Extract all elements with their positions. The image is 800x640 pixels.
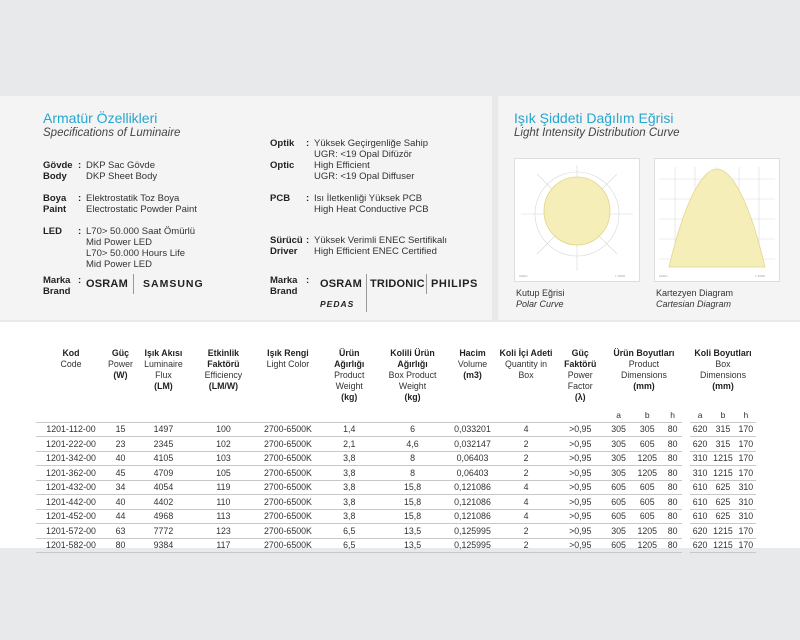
header-en: Product Dimensions — [620, 359, 667, 380]
spec-value: Elektrostatik Toz Boya Electrostatic Powder Paint — [86, 193, 197, 215]
table-cell: 1215 — [710, 466, 735, 481]
spec-colon: : — [306, 275, 310, 286]
table-cell: 305 — [606, 524, 631, 539]
polar-caption: Kutup Eğrisi — [516, 288, 565, 298]
table-cell: 13,5 — [378, 524, 448, 539]
table-cell: 4709 — [135, 466, 192, 481]
spec-colon: : — [78, 193, 82, 204]
table-cell: 1201-442-00 — [36, 495, 106, 510]
table-cell: 40 — [106, 451, 135, 466]
table-row — [36, 451, 756, 466]
table-cell: 40 — [106, 495, 135, 510]
spec-value: L70> 50.000 Saat Ömürlü Mid Power LED L70> 50.000 Hours Life Mid Power LED — [86, 226, 196, 270]
cell-gap — [682, 422, 690, 437]
table-cell: 0,121086 — [448, 480, 498, 495]
table-cell: 1201-452-00 — [36, 509, 106, 524]
column-header — [135, 348, 192, 422]
table-cell: 3,8 — [321, 480, 378, 495]
table-row — [36, 495, 756, 510]
table-cell: >0,95 — [555, 509, 606, 524]
table-cell: 15 — [106, 422, 135, 437]
product-table — [36, 348, 756, 553]
specifications-panel — [0, 96, 492, 320]
table-cell: 8 — [378, 451, 448, 466]
table-cell: 80 — [663, 480, 682, 495]
header-tr: Koli İçi Adeti — [499, 348, 553, 358]
table-cell: 0,121086 — [448, 495, 498, 510]
table-cell: 1201-362-00 — [36, 466, 106, 481]
header-en: Product Weight — [334, 370, 365, 391]
table-cell: 170 — [736, 437, 756, 452]
header-tr: Güç — [111, 348, 130, 358]
table-cell: 100 — [192, 422, 255, 437]
table-cell: 80 — [663, 422, 682, 437]
column-gap — [682, 348, 690, 422]
table-cell: 2,1 — [321, 437, 378, 452]
column-header — [106, 348, 135, 422]
table-cell: 103 — [192, 451, 255, 466]
header-en: Code — [60, 359, 82, 369]
cell-gap — [682, 466, 690, 481]
table-cell: 6,5 — [321, 524, 378, 539]
table-cell: 1201-222-00 — [36, 437, 106, 452]
polar-caption-en: Polar Curve — [516, 299, 564, 309]
table-cell: 9384 — [135, 538, 192, 553]
brand-philips: PHILIPS — [431, 278, 478, 290]
table-cell: 625 — [710, 480, 735, 495]
dimension-subheader: a — [697, 410, 703, 420]
header-tr: Ürün Boyutları — [613, 348, 675, 358]
svg-text:cd/klm: cd/klm — [659, 274, 668, 278]
column-header — [378, 348, 448, 422]
table-cell: 305 — [606, 451, 631, 466]
cell-gap — [682, 437, 690, 452]
table-cell: 605 — [631, 509, 663, 524]
cell-gap — [682, 480, 690, 495]
spec-colon: : — [306, 193, 310, 204]
table-cell: 2345 — [135, 437, 192, 452]
table-cell: 310 — [736, 495, 756, 510]
cell-gap — [682, 509, 690, 524]
header-tr: Etkinlik Faktörü — [207, 348, 240, 369]
header-tr: Hacim — [459, 348, 486, 358]
header-en: Volume — [457, 359, 488, 369]
spec-colon: : — [306, 235, 310, 246]
column-header — [606, 348, 682, 410]
table-cell: 80 — [663, 466, 682, 481]
curve-subtitle: Light Intensity Distribution Curve — [514, 127, 680, 139]
table-cell: >0,95 — [555, 437, 606, 452]
spec-subtitle: Specifications of Luminaire — [43, 127, 181, 139]
table-cell: 4105 — [135, 451, 192, 466]
column-header — [555, 348, 606, 422]
table-row — [36, 437, 756, 452]
table-cell: 2700-6500K — [255, 451, 321, 466]
table-cell: 3,8 — [321, 495, 378, 510]
table-cell: >0,95 — [555, 538, 606, 553]
table-cell: 2700-6500K — [255, 437, 321, 452]
column-header — [498, 348, 555, 422]
table-cell: 0,06403 — [448, 466, 498, 481]
header-unit: (m3) — [463, 370, 482, 380]
table-cell: 2700-6500K — [255, 495, 321, 510]
table-cell: 110 — [192, 495, 255, 510]
table-row — [36, 480, 756, 495]
polar-curve-chart — [514, 158, 640, 282]
table-cell: 4 — [498, 422, 555, 437]
table-cell: 315 — [710, 422, 735, 437]
product-table-panel — [0, 322, 800, 551]
table-cell: 625 — [710, 509, 735, 524]
table-cell: 3,8 — [321, 451, 378, 466]
curve-title: Işık Şiddeti Dağılım Eğrisi — [514, 110, 674, 126]
table-cell: 305 — [606, 466, 631, 481]
table-cell: 1205 — [631, 466, 663, 481]
spec-colon: : — [306, 138, 310, 149]
table-cell: 625 — [710, 495, 735, 510]
table-cell: 1215 — [710, 538, 735, 553]
spec-label: Sürücü Driver — [270, 235, 303, 257]
cell-gap — [682, 495, 690, 510]
table-cell: 2700-6500K — [255, 480, 321, 495]
header-tr: Işık Akısı — [144, 348, 183, 358]
spec-label: Marka Brand — [270, 275, 298, 297]
table-cell: 1215 — [710, 451, 735, 466]
brand-samsung: SAMSUNG — [143, 278, 204, 290]
table-cell: 80 — [106, 538, 135, 553]
column-header — [255, 348, 321, 422]
table-cell: 1201-112-00 — [36, 422, 106, 437]
header-tr: Ürün Ağırlığı — [334, 348, 365, 369]
spec-value: DKP Sac Gövde DKP Sheet Body — [86, 160, 158, 182]
table-cell: 15,8 — [378, 509, 448, 524]
spec-label: Marka Brand — [43, 275, 71, 297]
table-cell: 80 — [663, 437, 682, 452]
table-cell: >0,95 — [555, 524, 606, 539]
brand-divider — [133, 274, 134, 294]
brand-osram-left: OSRAM — [86, 278, 128, 290]
table-cell: 113 — [192, 509, 255, 524]
table-cell: 2700-6500K — [255, 509, 321, 524]
brand-divider — [426, 274, 427, 294]
table-cell: 1215 — [710, 524, 735, 539]
table-cell: 620 — [690, 524, 710, 539]
table-cell: 2 — [498, 466, 555, 481]
table-cell: 170 — [736, 422, 756, 437]
spec-label: Gövde Body — [43, 160, 73, 182]
table-cell: 310 — [736, 509, 756, 524]
table-cell: 3,8 — [321, 466, 378, 481]
svg-text:I: 100%: I: 100% — [755, 274, 766, 278]
table-cell: >0,95 — [555, 480, 606, 495]
table-cell: >0,95 — [555, 495, 606, 510]
table-cell: 610 — [690, 480, 710, 495]
table-cell: 1201-572-00 — [36, 524, 106, 539]
table-cell: 15,8 — [378, 495, 448, 510]
table-cell: 170 — [736, 524, 756, 539]
table-cell: 80 — [663, 538, 682, 553]
column-header — [321, 348, 378, 422]
table-row — [36, 422, 756, 437]
table-cell: 310 — [690, 451, 710, 466]
table-cell: 1205 — [631, 538, 663, 553]
table-cell: 63 — [106, 524, 135, 539]
cell-gap — [682, 451, 690, 466]
header-en: Box Product Weight — [388, 370, 437, 391]
table-cell: 2700-6500K — [255, 422, 321, 437]
polar-curve-graphic — [515, 159, 639, 281]
table-cell: 4,6 — [378, 437, 448, 452]
header-tr: Güç Faktörü — [564, 348, 597, 369]
table-cell: 123 — [192, 524, 255, 539]
header-unit: (LM) — [154, 381, 173, 391]
table-cell: 6 — [378, 422, 448, 437]
header-unit: (LM/W) — [208, 381, 239, 391]
cartesian-caption: Kartezyen Diagram — [656, 288, 734, 298]
header-unit: (W) — [113, 370, 128, 380]
table-row — [36, 524, 756, 539]
table-cell: 119 — [192, 480, 255, 495]
table-cell: 4054 — [135, 480, 192, 495]
table-cell: 1201-342-00 — [36, 451, 106, 466]
table-cell: 605 — [631, 437, 663, 452]
svg-text:I: 100%: I: 100% — [615, 274, 626, 278]
table-cell: 80 — [663, 509, 682, 524]
spec-label: PCB — [270, 193, 291, 204]
table-cell: 1497 — [135, 422, 192, 437]
spec-title: Armatür Özellikleri — [43, 110, 158, 126]
table-cell: 620 — [690, 437, 710, 452]
intensity-curve-panel — [498, 96, 800, 320]
column-header — [448, 348, 498, 422]
header-en: Power Factor — [567, 370, 593, 391]
brand-divider — [366, 294, 367, 312]
table-cell: 44 — [106, 509, 135, 524]
table-cell: 4402 — [135, 495, 192, 510]
table-cell: 0,125995 — [448, 524, 498, 539]
table-cell: 0,121086 — [448, 509, 498, 524]
table-cell: 305 — [606, 437, 631, 452]
table-cell: 102 — [192, 437, 255, 452]
table-cell: 170 — [736, 538, 756, 553]
header-en: Efficiency — [204, 370, 243, 380]
table-cell: 610 — [690, 495, 710, 510]
table-cell: 13,5 — [378, 538, 448, 553]
dimension-subheader: h — [743, 410, 749, 420]
table-cell: 4968 — [135, 509, 192, 524]
spec-value: Isı İletkenliği Yüksek PCB High Heat Conductive PCB — [314, 193, 429, 215]
table-cell: 2 — [498, 524, 555, 539]
table-cell: 34 — [106, 480, 135, 495]
header-unit: (mm) — [712, 381, 734, 391]
table-row — [36, 509, 756, 524]
spec-colon: : — [78, 275, 82, 286]
table-cell: 8 — [378, 466, 448, 481]
table-cell: 6,5 — [321, 538, 378, 553]
cell-gap — [682, 538, 690, 553]
spec-value: Yüksek Geçirgenliğe Sahip UGR: <19 Opal Difüzör High Efficient UGR: <19 Opal Diffuser — [314, 138, 429, 182]
header-tr: Kod — [62, 348, 80, 358]
header-tr: Işık Rengi — [267, 348, 309, 358]
table-cell: 105 — [192, 466, 255, 481]
spec-label: Optik Optic — [270, 138, 295, 171]
table-cell: 620 — [690, 538, 710, 553]
brand-pedas: PEDAS — [320, 299, 355, 309]
table-cell: 0,125995 — [448, 538, 498, 553]
table-cell: 1201-582-00 — [36, 538, 106, 553]
header-tr: Kolili Ürün Ağırlığı — [390, 348, 435, 369]
table-cell: 2 — [498, 451, 555, 466]
header-unit: (mm) — [633, 381, 655, 391]
column-header — [690, 348, 756, 410]
table-cell: 117 — [192, 538, 255, 553]
table-cell: 0,032147 — [448, 437, 498, 452]
table-cell: 605 — [606, 480, 631, 495]
svg-text:cd/klm: cd/klm — [519, 274, 528, 278]
table-cell: 4 — [498, 509, 555, 524]
spec-value: Yüksek Verimli ENEC Sertifikalı High Efficient ENEC Certified — [314, 235, 448, 257]
table-cell: 310 — [690, 466, 710, 481]
table-row — [36, 466, 756, 481]
table-cell: 1205 — [631, 451, 663, 466]
table-cell: 80 — [663, 495, 682, 510]
table-row — [36, 538, 756, 553]
table-cell: 605 — [606, 509, 631, 524]
cartesian-diagram-graphic — [655, 159, 779, 281]
table-cell: 1205 — [631, 524, 663, 539]
table-cell: 170 — [736, 466, 756, 481]
header-en: Luminaire Flux — [144, 359, 183, 380]
table-cell: 23 — [106, 437, 135, 452]
table-cell: >0,95 — [555, 422, 606, 437]
cartesian-caption-en: Cartesian Diagram — [656, 299, 732, 309]
header-unit: (λ) — [574, 392, 586, 402]
brand-osram-right: OSRAM — [320, 278, 362, 290]
column-header — [36, 348, 106, 422]
header-tr: Koli Boyutları — [694, 348, 752, 358]
header-unit: (kg) — [404, 392, 421, 402]
table-cell: >0,95 — [555, 451, 606, 466]
header-en: Quantity in Box — [504, 359, 548, 380]
table-cell: 305 — [631, 422, 663, 437]
cell-gap — [682, 524, 690, 539]
table-cell: 0,033201 — [448, 422, 498, 437]
table-cell: 605 — [631, 495, 663, 510]
spec-colon: : — [78, 226, 82, 237]
header-unit: (kg) — [341, 392, 358, 402]
table-cell: 7772 — [135, 524, 192, 539]
table-cell: 80 — [663, 451, 682, 466]
table-cell: 0,06403 — [448, 451, 498, 466]
table-cell: 620 — [690, 422, 710, 437]
table-cell: 2700-6500K — [255, 538, 321, 553]
table-cell: 1201-432-00 — [36, 480, 106, 495]
column-header — [192, 348, 255, 422]
spec-colon: : — [78, 160, 82, 171]
header-en: Light Color — [266, 359, 310, 369]
table-cell: 170 — [736, 451, 756, 466]
table-cell: 305 — [606, 422, 631, 437]
header-en: Power — [108, 359, 133, 369]
brand-tridonic: TRIDONIC — [370, 278, 425, 290]
dimension-subheader: b — [720, 410, 726, 420]
table-cell: 2700-6500K — [255, 524, 321, 539]
table-cell: 2 — [498, 437, 555, 452]
dimension-subheader: b — [644, 410, 650, 420]
table-cell: 45 — [106, 466, 135, 481]
spec-label: LED — [43, 226, 62, 237]
table-cell: 4 — [498, 480, 555, 495]
table-cell: 610 — [690, 509, 710, 524]
table-cell: 605 — [631, 480, 663, 495]
cartesian-diagram-chart — [654, 158, 780, 282]
table-cell: 2 — [498, 538, 555, 553]
header-en: Box Dimensions — [700, 359, 746, 380]
table-cell: 1,4 — [321, 422, 378, 437]
table-cell: 315 — [710, 437, 735, 452]
table-cell: 310 — [736, 480, 756, 495]
dimension-subheader: a — [616, 410, 621, 420]
table-cell: 605 — [606, 538, 631, 553]
table-cell: 4 — [498, 495, 555, 510]
dimension-subheader: h — [670, 410, 675, 420]
table-cell: 605 — [606, 495, 631, 510]
spec-label: Boya Paint — [43, 193, 67, 215]
table-cell: 15,8 — [378, 480, 448, 495]
brand-divider — [366, 274, 367, 294]
table-cell: >0,95 — [555, 466, 606, 481]
table-cell: 3,8 — [321, 509, 378, 524]
table-cell: 80 — [663, 524, 682, 539]
table-cell: 2700-6500K — [255, 466, 321, 481]
